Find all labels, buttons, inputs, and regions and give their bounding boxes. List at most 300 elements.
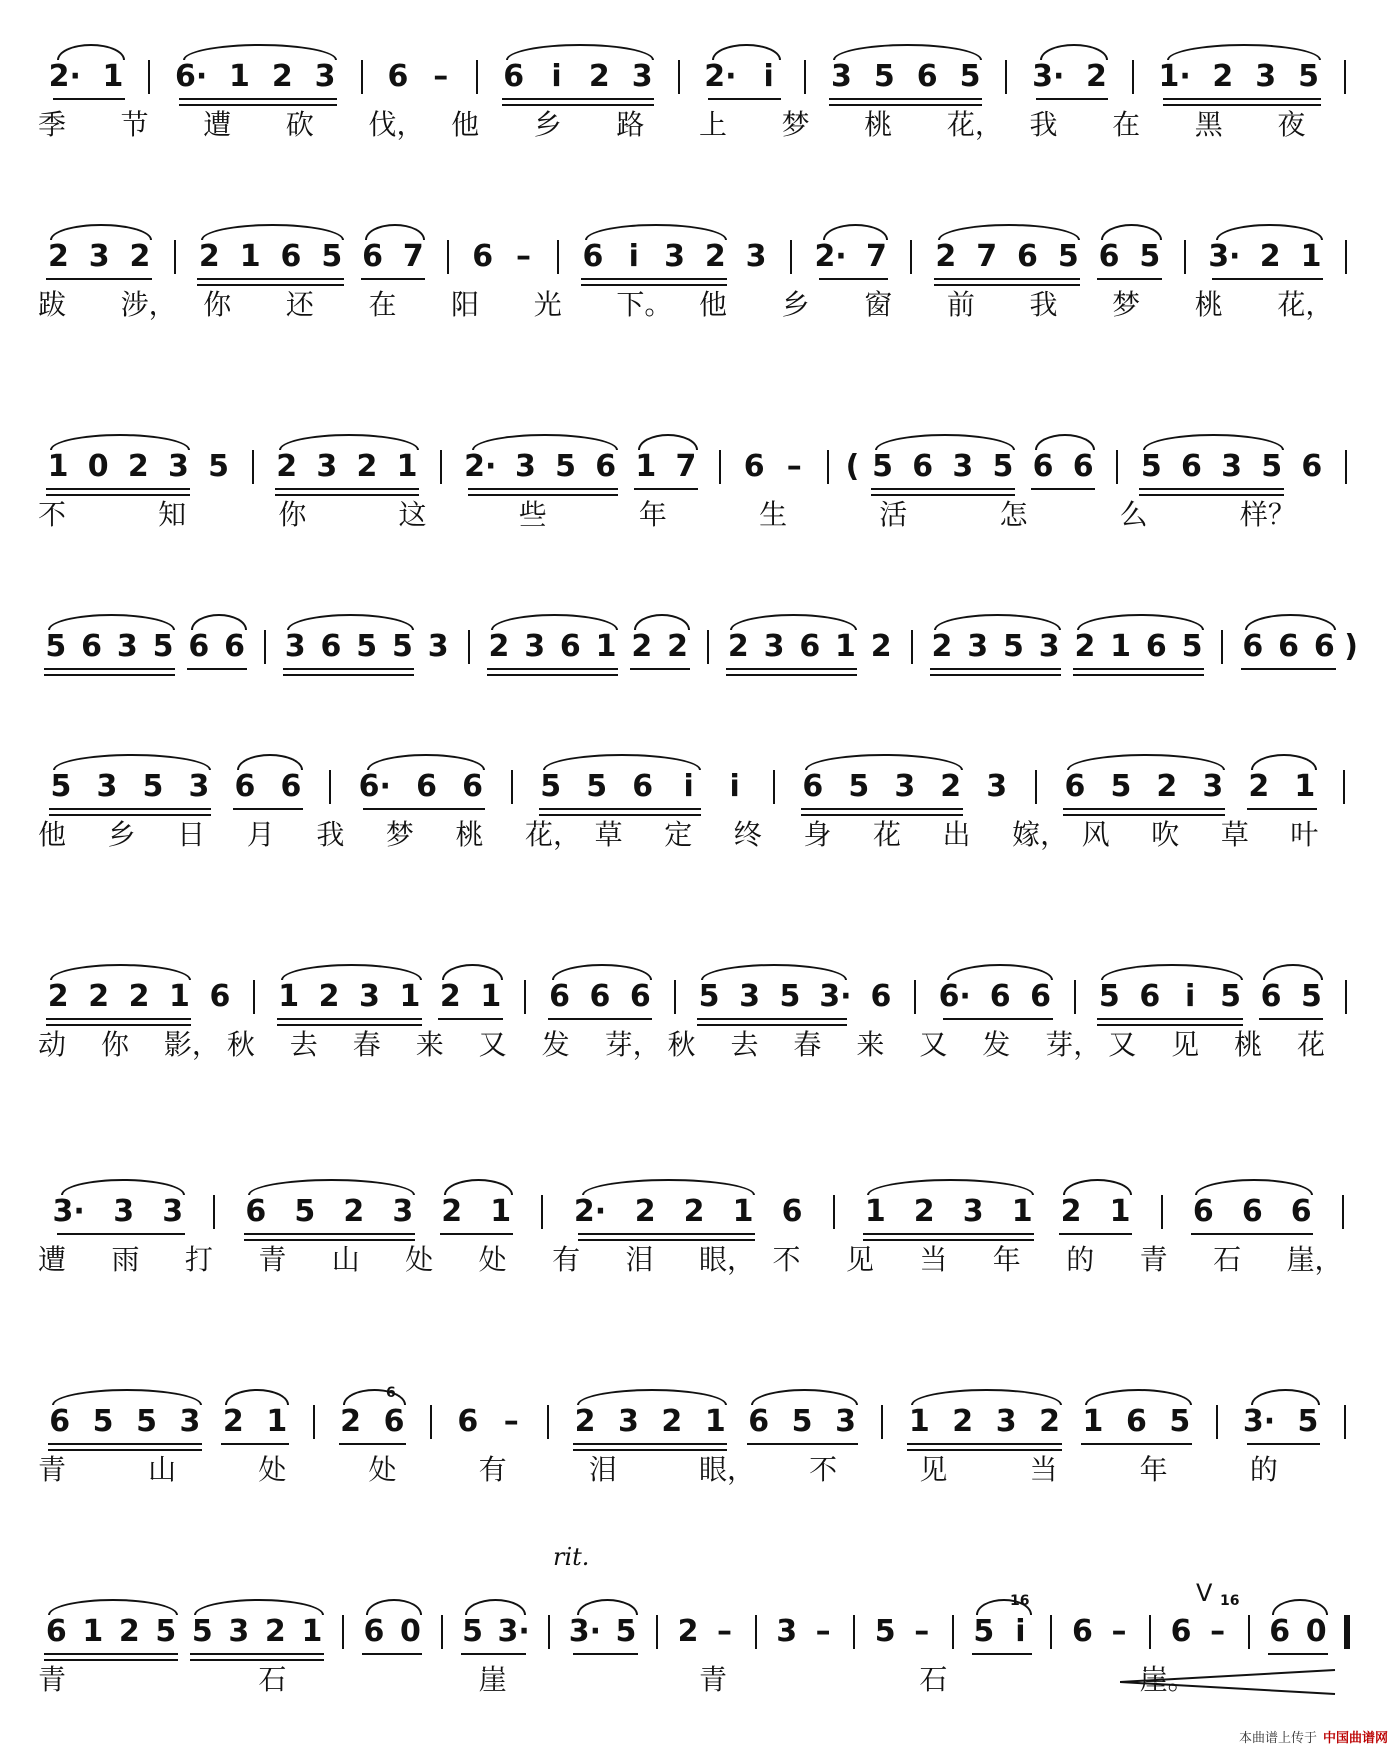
slur xyxy=(1085,1389,1192,1405)
note: i xyxy=(683,769,694,804)
note-dash: – xyxy=(503,1404,519,1439)
beam-underline xyxy=(1063,814,1225,816)
lyric-char: 我 xyxy=(316,818,345,851)
note: 6 xyxy=(1181,449,1202,484)
slur xyxy=(472,434,617,450)
lyric-char: 样？ xyxy=(1239,498,1296,531)
lyric-char: 月 xyxy=(246,818,275,851)
slur xyxy=(191,614,247,630)
beam-underline xyxy=(221,1443,288,1445)
note: 5 xyxy=(321,239,343,274)
note: 5 xyxy=(1181,629,1203,664)
note: 6 xyxy=(1313,629,1335,664)
note: 6 xyxy=(503,59,525,94)
lyric-char: 发 xyxy=(541,1028,570,1061)
lyric-char: 有 xyxy=(478,1453,507,1486)
note: 3 xyxy=(631,59,653,94)
beam-underline xyxy=(197,284,343,286)
note: 5 xyxy=(92,1404,114,1439)
slur xyxy=(237,754,303,770)
beam-underline xyxy=(907,1449,1061,1451)
note: 3 xyxy=(427,629,449,664)
note: 1 xyxy=(228,59,250,94)
lyric-char: 青 xyxy=(1139,1243,1168,1276)
note: 5 xyxy=(992,449,1014,484)
lyric-char: 梦 xyxy=(1112,288,1141,321)
slur xyxy=(50,224,152,240)
note: 5 xyxy=(973,1614,995,1649)
lyric-char: 不 xyxy=(772,1243,801,1276)
slur xyxy=(442,964,502,980)
lyric-char: 眼， xyxy=(699,1453,756,1486)
lyric-char: 年 xyxy=(1139,1453,1168,1486)
slur xyxy=(1272,1599,1329,1615)
lyric-char: 见 xyxy=(919,1453,948,1486)
beam-underline xyxy=(934,278,1080,280)
slur xyxy=(634,614,690,630)
slur xyxy=(1251,754,1317,770)
beam-underline xyxy=(487,674,618,676)
note: 6 xyxy=(559,629,581,664)
barline xyxy=(547,1405,549,1439)
lyric-char: 处 xyxy=(368,1453,397,1486)
note: 2 xyxy=(1060,1194,1082,1229)
lyric-char: 山 xyxy=(331,1243,360,1276)
barline xyxy=(1221,630,1223,664)
beam-underline xyxy=(502,98,655,100)
note: 3 xyxy=(618,1404,639,1439)
note: 6 xyxy=(245,1194,267,1229)
beam-underline xyxy=(49,808,211,810)
beam-underline xyxy=(630,668,690,670)
barline xyxy=(1116,450,1118,484)
beam-underline xyxy=(726,674,857,676)
slur xyxy=(1067,754,1225,770)
lyric-char: 花， xyxy=(1277,288,1334,321)
note: 3 xyxy=(167,449,189,484)
note: 2 xyxy=(913,1194,935,1229)
barline xyxy=(1005,60,1007,94)
note: 5 xyxy=(1140,449,1162,484)
footer-site-name: 中国曲谱网 xyxy=(1322,1731,1388,1746)
footer-credit xyxy=(1239,1727,1388,1746)
note: 3 xyxy=(995,1404,1017,1439)
note: 2 xyxy=(727,629,749,664)
note: 6 xyxy=(1290,1194,1312,1229)
note: 6 xyxy=(802,769,824,804)
note: 5 xyxy=(136,1404,157,1439)
beam-underline xyxy=(1059,1233,1132,1235)
note: 6 xyxy=(1241,1194,1263,1229)
note: 2 xyxy=(47,979,69,1014)
note: 3 xyxy=(952,449,974,484)
slur xyxy=(61,1179,185,1195)
note: 2· xyxy=(814,239,847,274)
note: 1 xyxy=(704,1404,726,1439)
note: 3 xyxy=(392,1194,414,1229)
barline xyxy=(541,1195,543,1229)
beam-underline xyxy=(233,808,303,810)
slur xyxy=(50,964,191,980)
note: 1 xyxy=(169,979,190,1014)
lyric-char: 青 xyxy=(38,1663,67,1696)
note: 6 xyxy=(1170,1614,1192,1649)
lyric-char: 有 xyxy=(552,1243,581,1276)
tempo-marking-rit: rit. xyxy=(553,1543,590,1571)
note: 6 xyxy=(743,449,765,484)
beam-underline xyxy=(1163,98,1321,100)
slur xyxy=(183,44,337,60)
beam-underline xyxy=(461,1653,526,1655)
lyric-char: 又 xyxy=(478,1028,507,1061)
note: 5 xyxy=(540,769,562,804)
note: 6 xyxy=(1242,629,1264,664)
slur xyxy=(751,1389,858,1405)
note: 5 xyxy=(779,979,801,1014)
lyric-char: 窗 xyxy=(864,288,893,321)
lyric-char: 见 xyxy=(1171,1028,1200,1061)
note: 3· xyxy=(819,979,852,1014)
barline xyxy=(853,1615,855,1649)
lyric-char: 不 xyxy=(809,1453,838,1486)
barline xyxy=(910,240,912,274)
note: 5 xyxy=(615,1614,637,1649)
lyric-char: 涉， xyxy=(120,288,177,321)
note: 1 xyxy=(102,59,124,94)
note: 3 xyxy=(776,1614,798,1649)
slur xyxy=(1101,224,1162,240)
lyric-char: 芽， xyxy=(604,1028,661,1061)
beam-underline xyxy=(581,284,727,286)
note: 6 xyxy=(224,629,245,664)
beam-underline xyxy=(468,488,617,490)
note: 2· xyxy=(48,59,81,94)
lyric-char: 打 xyxy=(184,1243,213,1276)
slur xyxy=(867,1179,1034,1195)
beam-underline xyxy=(244,1233,415,1235)
lyric-char: 季 xyxy=(38,108,67,141)
lyric-char: 怎 xyxy=(999,498,1028,531)
note: 6 xyxy=(1064,769,1086,804)
lyric-char: 他 xyxy=(451,108,480,141)
slur xyxy=(1251,1389,1320,1405)
note: 0 xyxy=(400,1614,421,1649)
note: 6 xyxy=(799,629,821,664)
note: 6 xyxy=(234,769,256,804)
note: 3 xyxy=(894,769,916,804)
lyric-char: 动 xyxy=(38,1028,67,1061)
barline xyxy=(1161,1195,1163,1229)
beam-underline xyxy=(44,668,175,670)
note: 1 xyxy=(278,979,300,1014)
note: 5 xyxy=(1110,769,1132,804)
note: 7 xyxy=(976,239,998,274)
lyric-char: 处 xyxy=(258,1453,287,1486)
lyric-char: 知 xyxy=(158,498,187,531)
beam-underline xyxy=(972,1653,1033,1655)
lyric-char: 你 xyxy=(100,1028,129,1061)
note: 3 xyxy=(314,59,336,94)
note: 2 xyxy=(634,1194,656,1229)
lyric-char: 处 xyxy=(405,1243,434,1276)
note: 2 xyxy=(1086,59,1107,94)
note: 6 xyxy=(1278,629,1299,664)
note: 2 xyxy=(1259,239,1281,274)
beam-underline xyxy=(829,98,982,100)
slur xyxy=(833,44,982,60)
note: 3 xyxy=(228,1614,250,1649)
note: 6 xyxy=(549,979,570,1014)
note: 6 xyxy=(916,59,938,94)
lyric-char: 梦 xyxy=(385,818,414,851)
barline xyxy=(511,770,513,804)
note: i xyxy=(628,239,639,274)
note: 0 xyxy=(1305,1614,1327,1649)
beam-underline xyxy=(361,278,426,280)
lyric-char: 身 xyxy=(803,818,832,851)
lyric-char: 当 xyxy=(1029,1453,1058,1486)
slur xyxy=(947,964,1053,980)
note: 2 xyxy=(661,1404,683,1439)
beam-underline xyxy=(53,98,125,100)
note: 3 xyxy=(962,1194,984,1229)
note: 5 xyxy=(872,449,893,484)
beam-underline xyxy=(871,494,1015,496)
note: 2 xyxy=(118,1614,140,1649)
note: 2 xyxy=(931,629,953,664)
note: 1 xyxy=(732,1194,754,1229)
beam-underline xyxy=(539,808,701,810)
beam-underline xyxy=(283,668,414,670)
lyric-char: 桃 xyxy=(1234,1028,1263,1061)
lyric-char: 花， xyxy=(525,818,582,851)
barline xyxy=(441,1615,443,1649)
note: 3 xyxy=(96,769,118,804)
note: 3 xyxy=(116,629,138,664)
note: 1 xyxy=(47,449,69,484)
beam-underline xyxy=(1241,668,1336,670)
note: 6 xyxy=(49,1404,71,1439)
note: 2 xyxy=(677,1614,699,1649)
note: 0 xyxy=(87,449,109,484)
beam-underline xyxy=(275,494,419,496)
bracket: ) xyxy=(1344,629,1358,664)
barline xyxy=(881,1405,883,1439)
beam-underline xyxy=(46,488,190,490)
note: 1 xyxy=(908,1404,930,1439)
note: 2 xyxy=(271,59,293,94)
lyric-char: 我 xyxy=(1029,108,1058,141)
note: 6 xyxy=(387,59,409,94)
note: 5 xyxy=(873,59,895,94)
note: 5 xyxy=(555,449,577,484)
slur xyxy=(911,1389,1061,1405)
lyric-char: 阳 xyxy=(451,288,480,321)
beam-underline xyxy=(49,814,211,816)
beam-underline xyxy=(1139,488,1283,490)
barline xyxy=(1035,770,1037,804)
barline xyxy=(329,770,331,804)
note: 6 xyxy=(362,239,383,274)
barline xyxy=(790,240,792,274)
note: 5 xyxy=(1057,239,1079,274)
slur xyxy=(444,1179,513,1195)
beam-underline xyxy=(44,1659,178,1661)
note: 2· xyxy=(464,449,497,484)
note: 2 xyxy=(222,1404,244,1439)
slur xyxy=(730,614,857,630)
note: 6 xyxy=(209,979,231,1014)
slur xyxy=(57,44,125,60)
slur xyxy=(1063,1179,1132,1195)
note: 6 xyxy=(912,449,934,484)
beam-underline xyxy=(190,1653,324,1655)
note-dash: – xyxy=(815,1614,831,1649)
lyric-char: 不 xyxy=(38,498,67,531)
slur xyxy=(48,1599,178,1615)
slur xyxy=(465,1599,526,1615)
note: 2 xyxy=(198,239,220,274)
lyric-char: 桃 xyxy=(864,108,893,141)
note: 6· xyxy=(938,979,971,1014)
slur xyxy=(582,1179,755,1195)
beam-underline xyxy=(829,104,982,106)
note: 5 xyxy=(392,629,413,664)
note: 6 xyxy=(989,979,1011,1014)
barline xyxy=(213,1195,215,1229)
lyric-char: 石 xyxy=(258,1663,287,1696)
note: 2· xyxy=(704,59,737,94)
slur xyxy=(1077,614,1204,630)
note: 1 xyxy=(1011,1194,1033,1229)
note: 3 xyxy=(1202,769,1224,804)
note: 2 xyxy=(439,979,461,1014)
barline xyxy=(1344,60,1346,94)
note: 2 xyxy=(47,239,69,274)
note: 6 xyxy=(1192,1194,1214,1229)
slur xyxy=(823,224,889,240)
slur xyxy=(194,1599,324,1615)
note: 3 xyxy=(739,979,760,1014)
note: 6 xyxy=(81,629,103,664)
note: 1 xyxy=(266,1404,288,1439)
note: 2 xyxy=(356,449,378,484)
lyric-char: 些 xyxy=(518,498,547,531)
slur xyxy=(938,224,1080,240)
note: 6 xyxy=(582,239,604,274)
note: 2 xyxy=(488,629,510,664)
lyric-char: 花， xyxy=(946,108,1003,141)
lyric-char: 年 xyxy=(992,1243,1021,1276)
note: 5 xyxy=(462,1614,483,1649)
barline xyxy=(674,980,676,1014)
note: 1 xyxy=(239,239,261,274)
note: 3 xyxy=(188,769,210,804)
lyric-char: 遭 xyxy=(38,1243,67,1276)
note: 3· xyxy=(568,1614,601,1649)
barline xyxy=(476,60,478,94)
note-dash: – xyxy=(1111,1614,1127,1649)
beam-underline xyxy=(1247,1443,1320,1445)
beam-underline xyxy=(179,104,337,106)
note: i xyxy=(1015,1614,1026,1649)
note: 6 xyxy=(748,1404,770,1439)
beam-underline xyxy=(487,668,618,670)
barline xyxy=(430,1405,432,1439)
lyric-char: 年 xyxy=(638,498,667,531)
barline xyxy=(707,630,709,664)
barline xyxy=(1345,240,1347,274)
barline xyxy=(773,770,775,804)
beam-underline xyxy=(1081,1443,1192,1445)
beam-underline xyxy=(1097,278,1162,280)
lyric-char: 砍 xyxy=(285,108,314,141)
beam-underline xyxy=(502,104,655,106)
barline xyxy=(1184,240,1186,274)
slur xyxy=(543,754,701,770)
beam-underline xyxy=(46,1024,191,1026)
beam-underline xyxy=(819,278,889,280)
beam-underline xyxy=(1268,1653,1329,1655)
beam-underline xyxy=(573,1653,638,1655)
note: 6 xyxy=(462,769,483,804)
note: 2 xyxy=(276,449,298,484)
note: 5 xyxy=(356,629,378,664)
beam-underline xyxy=(57,1233,185,1235)
lyric-char: 下。 xyxy=(616,288,673,321)
lyric-char: 跋 xyxy=(38,288,67,321)
slur xyxy=(1167,44,1321,60)
note: 1· xyxy=(1158,59,1191,94)
beam-underline xyxy=(363,808,485,810)
note: 6 xyxy=(280,769,302,804)
note: 2 xyxy=(129,239,151,274)
lyric-char: 青 xyxy=(38,1453,67,1486)
lyric-char: 花 xyxy=(1297,1028,1326,1061)
beam-underline xyxy=(871,488,1015,490)
barline xyxy=(914,980,916,1014)
beam-underline xyxy=(362,1653,423,1655)
beam-underline xyxy=(1097,1018,1242,1020)
slur xyxy=(367,754,485,770)
lyric-char: 桃 xyxy=(1194,288,1223,321)
bracket: ( xyxy=(845,449,860,484)
note: 2 xyxy=(1248,769,1270,804)
grace-note: 16 xyxy=(1010,1593,1030,1609)
note-dash: – xyxy=(433,59,449,94)
lyric-char: 光 xyxy=(533,288,562,321)
note: 3 xyxy=(986,769,1008,804)
barline xyxy=(252,450,254,484)
barline xyxy=(755,1615,757,1649)
note: 5 xyxy=(1169,1404,1191,1439)
slur xyxy=(1216,224,1323,240)
note: 6 xyxy=(1260,979,1282,1014)
barline xyxy=(313,1405,315,1439)
beam-underline xyxy=(747,1443,858,1445)
lyric-char: 黑 xyxy=(1194,108,1223,141)
lyric-char: 眼， xyxy=(699,1243,756,1276)
note: 6 xyxy=(1125,1404,1147,1439)
note: 6 xyxy=(188,629,210,664)
lyric-char: 生 xyxy=(759,498,788,531)
grace-note: 6 xyxy=(386,1385,396,1401)
lyric-char: 崖 xyxy=(478,1663,507,1696)
note: 5 xyxy=(45,629,67,664)
lyric-char: 你 xyxy=(203,288,232,321)
lyric-char: 草 xyxy=(594,818,623,851)
note: 5 xyxy=(208,449,229,484)
